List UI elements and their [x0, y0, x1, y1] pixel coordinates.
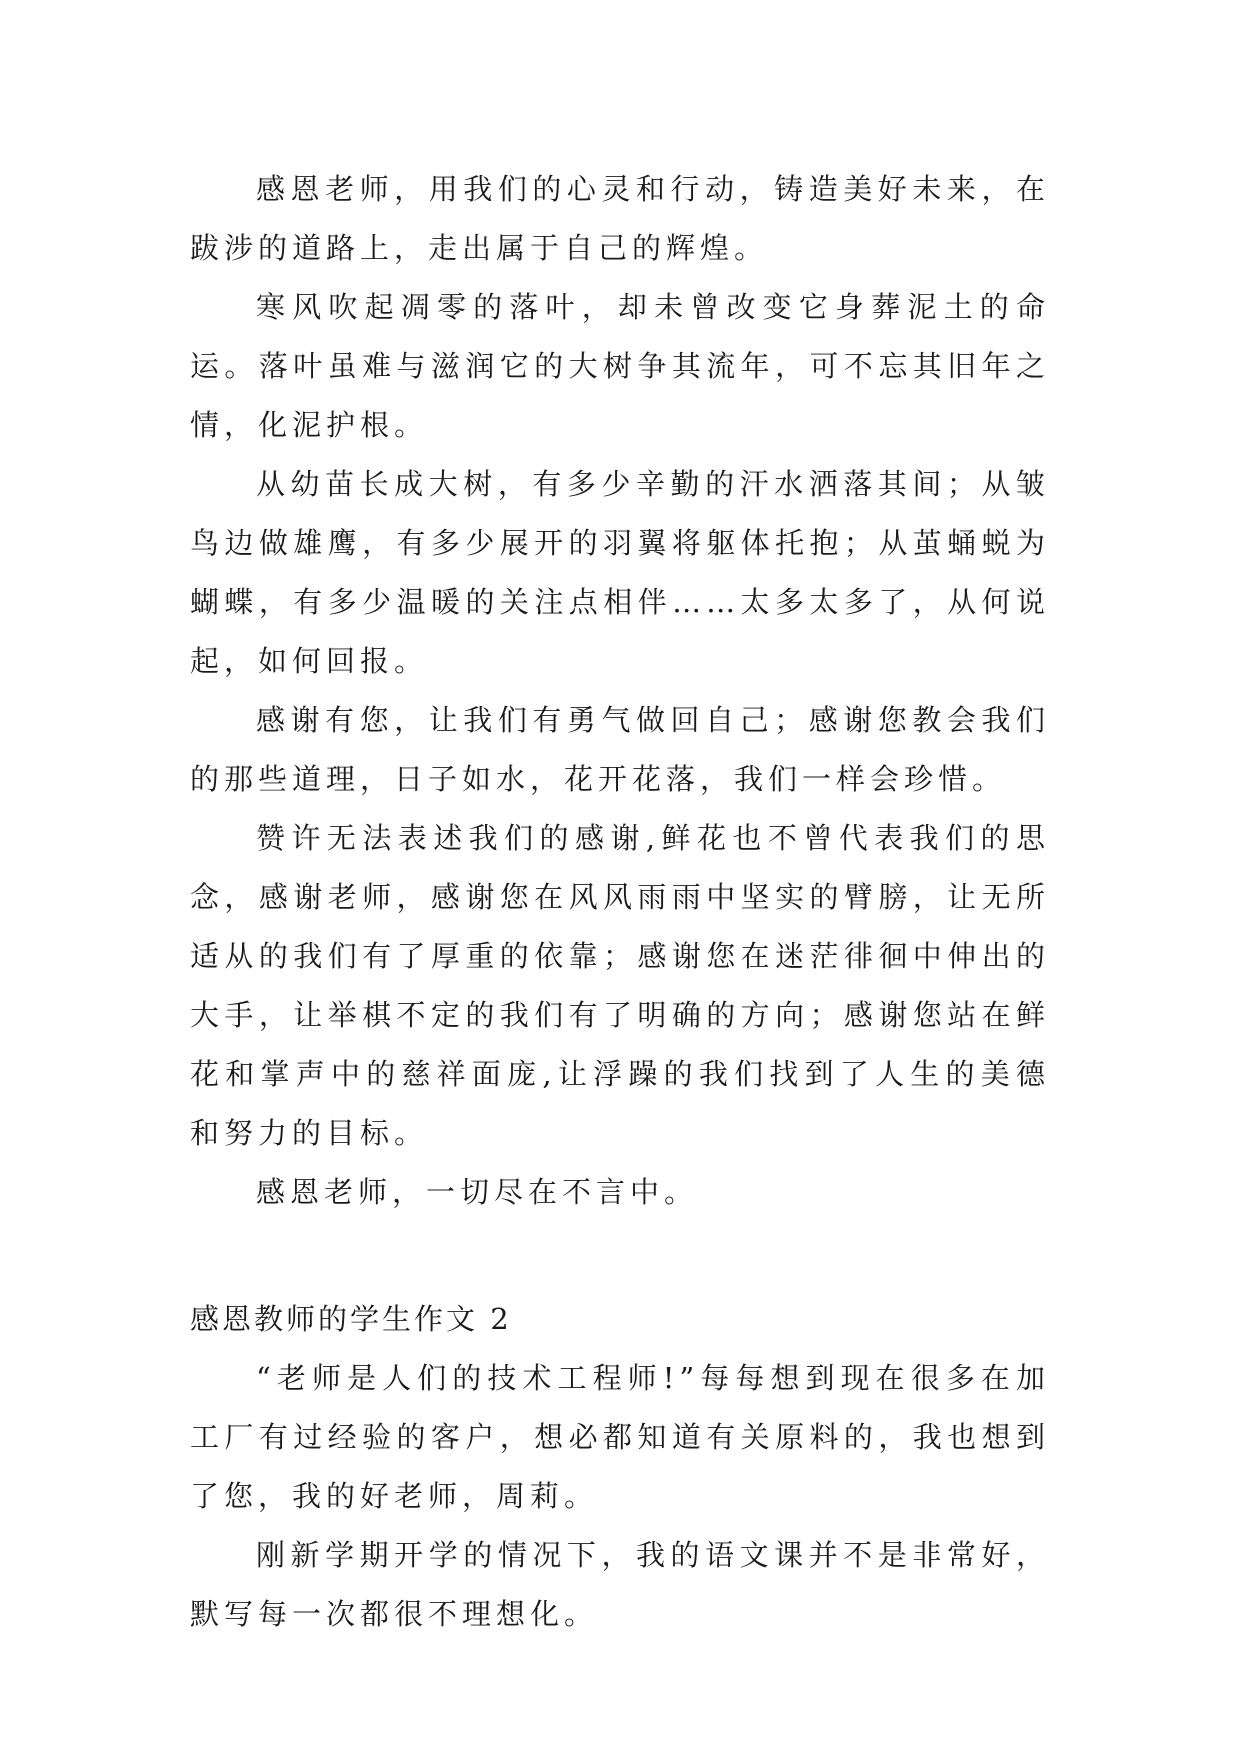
section-spacer: [190, 1222, 1050, 1290]
paragraph: 感恩老师，用我们的心灵和行动，铸造美好未来，在跋涉的道路上，走出属于自己的辉煌。: [190, 172, 1050, 265]
paragraph: 感恩老师，一切尽在不言中。: [256, 1175, 699, 1209]
paragraph: 从幼苗长成大树，有多少辛勤的汗水洒落其间；从皱鸟边做雄鹰，有多少展开的羽翼将躯体托抱；从茧蛹蜕为蝴蝶，有多少温暖的关注点相伴……太多太多了，从何说起，如何回报。: [190, 467, 1050, 678]
document-body: [190, 160, 1050, 1644]
paragraph: “老师是人们的技术工程师!”每每想到现在很多在加工厂有过经验的客户，想必都知道有关原料的，我也想到了您，我的好老师，周莉。: [190, 1361, 1050, 1513]
paragraph: 寒风吹起凋零的落叶，却未曾改变它身葬泥土的命运。落叶虽难与滋润它的大树争其流年，可不忘其旧年之情，化泥护根。: [190, 290, 1050, 442]
section-title: 感恩教师的学生作文 2: [190, 1302, 512, 1336]
paragraph: 赞许无法表述我们的感谢,鲜花也不曾代表我们的思念，感谢老师，感谢您在风风雨雨中坚实的臂膀，让无所适从的我们有了厚重的依靠；感谢您在迷茫徘徊中伸出的大手，让举棋不定的我们有了明确的方向；感谢您站在鲜花和掌声中的慈祥面庞,让浮躁的我们找到了人生的美德和努力的目标。: [190, 821, 1050, 1150]
paragraph: 感谢有您，让我们有勇气做回自己；感谢您教会我们的那些道理，日子如水，花开花落，我们一样会珍惜。: [190, 703, 1050, 796]
paragraph: 刚新学期开学的情况下，我的语文课并不是非常好，默写每一次都很不理想化。: [190, 1538, 1050, 1631]
